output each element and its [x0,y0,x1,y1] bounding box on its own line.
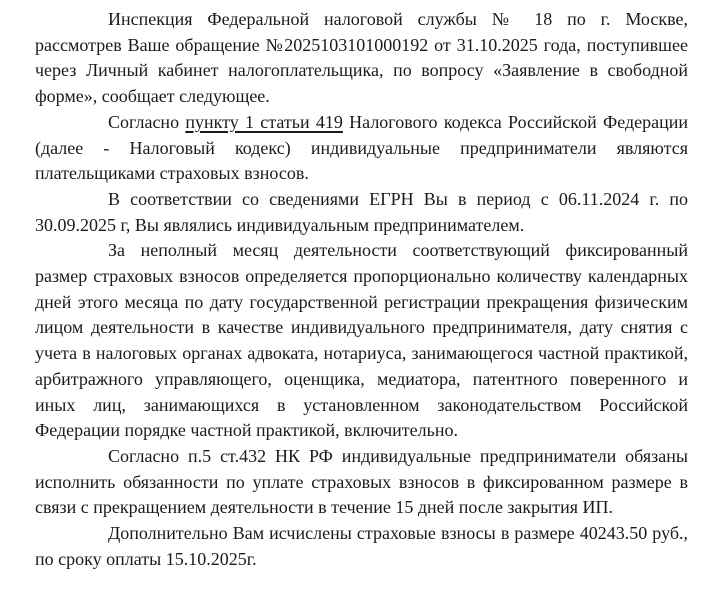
text-line [35,110,688,136]
text-line: через Личный кабинет налогоплательщика, по вопросу «Заявление в свободной [35,60,688,81]
text-line: 30.09.2025 г, Вы являлись индивидуальным предпринимателем. [35,214,525,235]
text-line: связи с прекращением деятельности в течение 15 дней после закрытия ИП. [35,497,614,518]
text-line: Дополнительно Вам исчислены страховые взносы в размере 40243.50 руб., [108,523,688,544]
text-line: учета в налоговых органах адвоката, нотариуса, занимающегося частной практикой, [35,343,688,364]
text-segment: Согласно [108,111,180,132]
law-reference-link[interactable]: пункту 1 статьи 419 [185,111,343,132]
text-line: Федерации порядке частной практикой, включительно. [35,420,458,441]
text-line: исполнить обязанности по уплате страховых взносов в фиксированном размере в [35,471,688,492]
text-line: дней этого месяца по дату государственной регистрации прекращения физическим [35,291,688,312]
text-line: по сроку оплаты 15.10.2025г. [35,548,257,569]
text-line: арбитражного управляющего, оценщика, медиатора, патентного поверенного и [35,368,688,389]
letter-body [35,7,688,572]
paragraph-legal-basis [35,110,688,187]
text-line: плательщиками страховых взносов. [35,163,309,184]
text-line: рассмотрев Ваше обращение №2025103101000192 от 31.10.2025 года, поступившее [35,34,688,55]
text-line: Согласно п.5 ст.432 НК РФ индивидуальные предприниматели обязаны [108,445,688,466]
text-line: размер страховых взносов определяется пропорционально количеству календарных [35,266,688,287]
text-line: Инспекция Федеральной налоговой службы № 18 по г. Москве, [108,9,688,29]
text-line: лицом деятельности в качестве индивидуального предпринимателя, дату снятия с [35,317,688,338]
text-line: (далее - Налоговый кодекс) индивидуальные предприниматели являются [35,137,688,158]
paragraph-amount-due [35,521,688,572]
paragraph-obligation [35,444,688,521]
text-segment: Налогового кодекса Российской Федерации [349,111,689,132]
text-line: форме», сообщает следующее. [35,86,270,107]
paragraph-egrn [35,187,688,238]
paragraph-intro [35,7,688,110]
text-line: иных лиц, занимающихся в установленном законодательством Российской [35,394,688,415]
paragraph-partial-month [35,238,688,444]
text-line: В соответствии со сведениями ЕГРН Вы в период с 06.11.2024 г. по [108,188,688,209]
text-line: За неполный месяц деятельности соответствующий фиксированный [108,240,688,261]
